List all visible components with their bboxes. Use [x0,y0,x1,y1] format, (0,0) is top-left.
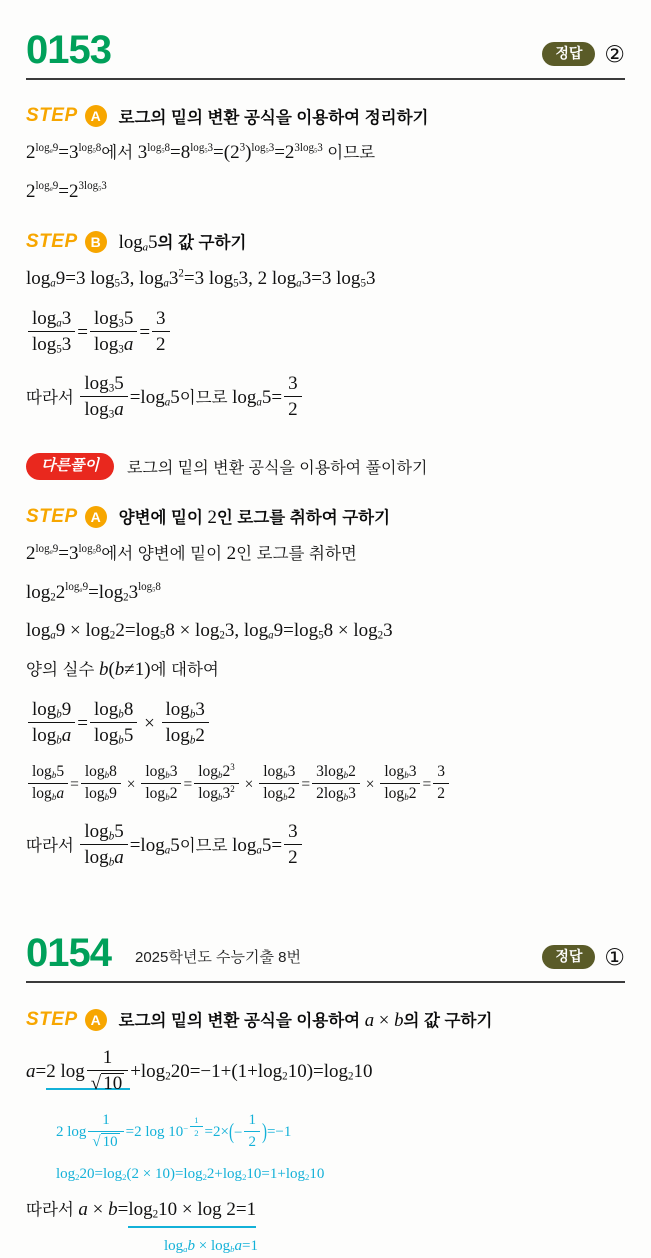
math-line: $2^{log_a9}=3^{log_58}$에서 $3^{log_58}=8^{log_53}=(2^3)^{log_53}=2^{3log_53}$ 이므로 [26,141,376,163]
step-label: STEP [26,230,78,252]
problem-source: 2025학년도 수능기출 8번 [134,949,301,967]
header-divider [26,78,625,80]
step-letter-badge: B [85,231,107,253]
answer-area [542,42,625,70]
problem-number: 0154 [26,931,111,976]
math-line: $\log_22^{log_a9}=\log_23^{log_58}$ [26,581,161,604]
math-line: a=2 log $\frac{1}{√ 10}$ $+\log_220=-1+(1+\log_210)=\log_210$ [26,1047,373,1095]
annotation-line: 2 log $\frac{1}{√ 10}$ =2 $\log 10^{- \frac{1}{2}}$ =2×(− $\frac{1}{2}$ )=−1 [56,1112,292,1150]
answer-choice: ① [604,943,625,970]
step-letter-badge: A [85,506,107,528]
step-label: STEP [26,505,78,527]
header-divider [26,981,625,983]
step-label: STEP [26,1008,78,1030]
step-title: 양변에 밑이 2인 로그를 취하여 구하기 [118,507,391,529]
math-line: 따라서 $a \times b=\log_210 \times \log 2=1$ [26,1196,625,1224]
math-line: 양의 실수 b(b≠1)에 대하여 [26,658,219,680]
math-line: $\log_a9 \times \log_22=\log_58 \times \log_23$, $\log_a9=\log_58 \times \log_23$ [26,620,393,642]
math-line: $2^{log_a9}=3^{log_58}$에서 양변에 밑이 2인 로그를 취하면 [26,542,357,565]
step-title: $\log_a5$의 값 구하기 [118,232,247,254]
answer-choice: ② [604,40,625,67]
problem-0153-header [26,30,625,70]
answer-badge: 정답 [542,42,595,66]
math-line: $\frac{\log_b9}{\log_ba}$ = $\frac{\log_b8}{\log_b5}$ × $\frac{\log_b3}{\log_b2}$ [26,700,625,749]
math-line: 따라서 $\frac{\log_35}{\log_3a}$ $=\log_a5$이므로 $\log_a5=$ $\frac{3}{2}$ [26,374,625,423]
math-line: $2^{log_a9}=2^{3log_53}$ [26,180,107,202]
math-line: $\log_a9=3$ $\log_53$, $\log_a3^2=3$ $\log_53$, 2 $\log_a3=3$ $\log_53$ [26,267,376,290]
step-a-header [26,1007,625,1032]
step-title: 로그의 밑의 변환 공식을 이용하여 a × b의 값 구하기 [118,1010,493,1032]
annotation-line: $\log_ab \times \log_ba=1$ [164,1238,258,1254]
alt-step-a-header [26,504,625,529]
answer-area [542,945,625,973]
step-title: 로그의 밑의 변환 공식을 이용하여 정리하기 [118,109,429,127]
step-a-header [26,104,625,128]
answer-badge: 정답 [542,945,595,969]
math-line: 따라서 $\frac{\log_b5}{\log_ba}$ $=\log_a5$이므로 $\log_a5=$ $\frac{3}{2}$ [26,822,625,871]
problem-0153 [26,30,625,871]
problem-0154-header [26,931,625,976]
problem-number: 0153 [26,28,111,72]
math-line: $\frac{\log_a3}{\log_53}$ = $\frac{\log_35}{\log_3a}$ = $\frac{3}{2}$ [26,309,625,358]
step-letter-badge: A [85,1009,107,1031]
alt-solution-badge: 다른풀이 [26,453,114,480]
alt-solution-title: 로그의 밑의 변환 공식을 이용하여 풀이하기 [126,460,428,478]
annotation-line: $\log_220=\log_2(2 \times 10)=\log_22+\log_210=1+\log_210$ [56,1165,325,1182]
problem-0154 [26,933,625,1257]
step-label: STEP [26,105,78,126]
alt-solution-header [26,453,625,480]
step-letter-badge: A [85,105,107,127]
math-line: $\frac{\log_b5}{\log_ba}$ = $\frac{\log_b8}{\log_b9}$ × $\frac{\log_b3}{\log_b2}$ = $\frac{\log_b2^3}{\log_b3^2}$ × $\frac{\log_b3}{\log_b2}$ = $\frac{3\log_b2}{2\log_b3}$ × $\frac{\log_b3}{\log_b2}$ = $\frac{3}{2}$ [26,765,625,806]
step-b-header [26,229,625,254]
